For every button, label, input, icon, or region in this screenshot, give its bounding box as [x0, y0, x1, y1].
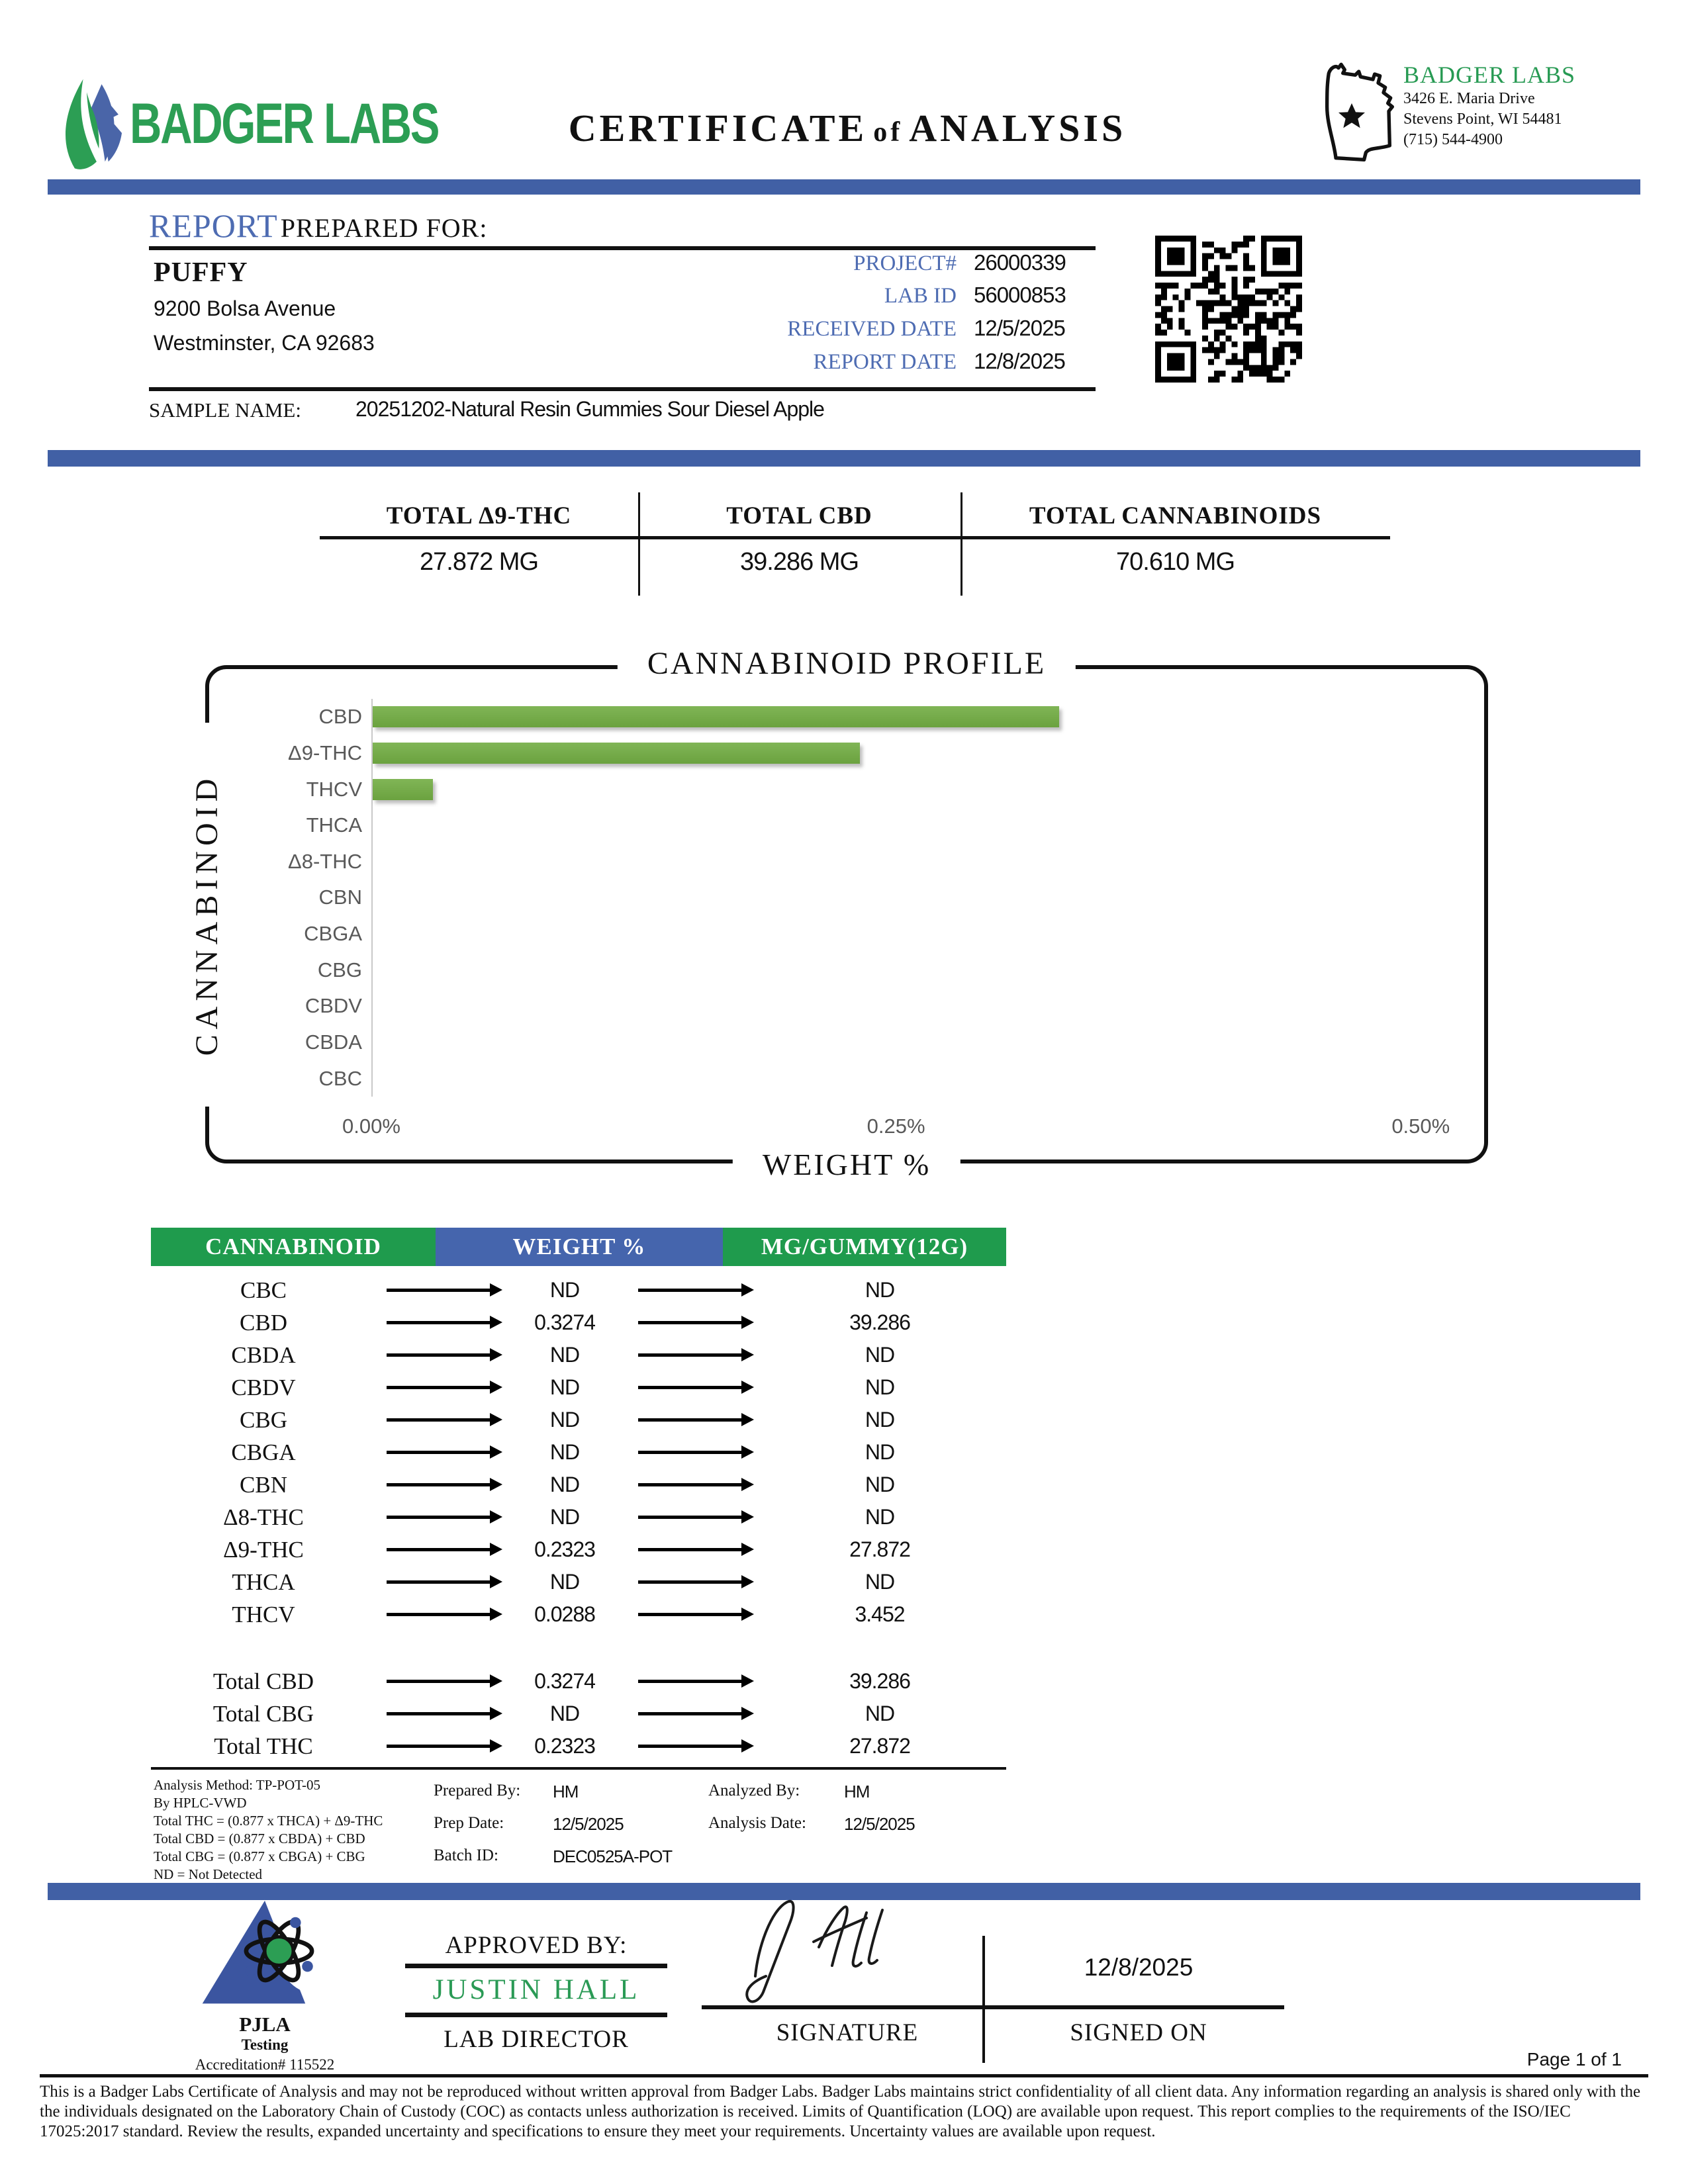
client-name: PUFFY	[154, 257, 248, 288]
chart-category-label: THCV	[306, 777, 362, 801]
project-label: PROJECT#	[853, 251, 957, 275]
chart-category-label: CBDA	[305, 1030, 362, 1054]
meta-field-label: Prepared By:	[434, 1782, 521, 1799]
cannabinoid-name: Δ8-THC	[223, 1504, 304, 1530]
cannabinoid-profile-chart	[189, 646, 1488, 1181]
totals-section	[320, 495, 1390, 594]
title-part-left: CERTIFICATE	[568, 107, 868, 150]
table-header	[151, 1228, 1006, 1266]
approver-name: JUSTIN HALL	[432, 1974, 640, 2005]
weight-percent-value: ND	[549, 1408, 580, 1432]
mg-per-gummy-value: 3.452	[855, 1602, 905, 1626]
arrow-icon	[376, 1712, 502, 1715]
weight-percent-value: ND	[549, 1278, 580, 1302]
sample-name-value: 20251202-Natural Resin Gummies Sour Diesel Apple	[355, 397, 824, 421]
chart-plot	[288, 699, 1454, 1097]
chart-row	[318, 705, 1454, 729]
chart-row	[306, 777, 1454, 801]
accreditation-number: Accreditation# 115522	[195, 2056, 335, 2073]
table-row	[151, 1339, 1006, 1371]
cannabinoid-name: Total CBD	[212, 1668, 314, 1694]
cannabinoid-name: CBDV	[231, 1374, 296, 1400]
meta-field-label: Prep Date:	[434, 1814, 504, 1832]
table-row	[151, 1501, 1006, 1533]
chart-row	[318, 886, 1454, 909]
chart-x-axis-title: WEIGHT %	[733, 1147, 961, 1182]
arrow-icon	[628, 1418, 753, 1422]
weight-percent-value: ND	[549, 1440, 580, 1464]
logo-text: BADGER LABS	[130, 91, 439, 156]
arrow-icon	[628, 1613, 753, 1616]
mg-per-gummy-value: ND	[865, 1375, 895, 1399]
prep-block	[434, 1782, 672, 1879]
cannabinoid-name: CBG	[240, 1406, 287, 1433]
signed-on-label: SIGNED ON	[1070, 2019, 1207, 2046]
table-row	[151, 1371, 1006, 1404]
report-date-field	[662, 349, 1065, 375]
chart-bar	[373, 779, 433, 800]
lab-id-value: 56000853	[974, 283, 1066, 307]
arrow-icon	[376, 1321, 502, 1324]
chart-category-label: Δ9-THC	[288, 741, 362, 764]
chart-category-label: CBGA	[304, 922, 362, 946]
cannabinoid-name: CBC	[240, 1277, 287, 1303]
disclaimer-text: This is a Badger Labs Certificate of Analysis and may not be reproduced without written approval from Badger Labs. Badger Labs maintains strict confidentiality of all client data. Any information regarding an analysis is shared only with the the individuals designated on the Laboratory Chain of Custody (COC) as contacts unless authorization is received. Limits of Quantification (LOQ) are available upon request. This report complies to the requirements of the ISO/IEC 17025:2017 standard. Review the results, expanded uncertainty and specifications to ensure they meet your requirements. Uncertainty values are available upon request.	[40, 2083, 1641, 2140]
client-address-line1: 9200 Bolsa Avenue	[154, 296, 336, 320]
chart-category-label: CBN	[318, 886, 362, 909]
arrow-icon	[628, 1580, 753, 1584]
table-header-cannabinoid: CANNABINOID	[151, 1228, 436, 1266]
approved-by-block	[405, 1931, 667, 2054]
report-heading-accent: REPORT	[149, 207, 278, 244]
table-row	[151, 1404, 1006, 1436]
arrow-icon	[628, 1289, 753, 1292]
table-row	[151, 1698, 1006, 1730]
weight-percent-value: 0.2323	[534, 1734, 595, 1758]
lab-id-label: LAB ID	[884, 284, 957, 308]
cannabinoid-name: THCV	[232, 1601, 295, 1627]
cannabinoid-name: CBN	[240, 1471, 287, 1498]
footnote-line: Total CBD = (0.877 x CBDA) + CBD	[154, 1831, 365, 1846]
chart-row	[288, 849, 1454, 873]
received-date-field	[662, 316, 1065, 341]
cannabinoid-name: CBDA	[231, 1342, 296, 1368]
table-row	[151, 1566, 1006, 1598]
arrow-icon	[376, 1580, 502, 1584]
arrow-icon	[376, 1289, 502, 1292]
chart-xticks	[342, 1115, 1454, 1141]
cannabinoid-name: THCA	[232, 1569, 295, 1595]
chart-x-tick: 0.50%	[1391, 1115, 1450, 1138]
cannabinoid-rows	[151, 1274, 1006, 1762]
title-part-right: ANALYSIS	[909, 107, 1127, 150]
weight-percent-value: ND	[549, 1473, 580, 1496]
totals-divider-1	[638, 492, 640, 596]
arrow-icon	[376, 1548, 502, 1551]
chart-row	[304, 922, 1454, 946]
mg-per-gummy-value: ND	[865, 1343, 895, 1367]
meta-field-value: HM	[844, 1782, 870, 1801]
leaf-drop-icon	[52, 74, 130, 173]
approved-rule-bottom	[405, 2013, 667, 2017]
chart-row	[318, 1066, 1454, 1090]
cannabinoid-name: CBGA	[231, 1439, 296, 1465]
table-footnotes	[154, 1776, 383, 1884]
table-row	[151, 1730, 1006, 1762]
approved-by-label: APPROVED BY:	[445, 1932, 628, 1959]
approver-title: LAB DIRECTOR	[444, 2026, 629, 2053]
table-header-mg: MG/GUMMY(12G)	[723, 1228, 1006, 1266]
total-d9thc-label: TOTAL Δ9-THC	[386, 502, 572, 529]
arrow-icon	[376, 1613, 502, 1616]
lab-id-field	[662, 283, 1066, 308]
weight-percent-value: 0.3274	[534, 1310, 595, 1334]
total-cbd	[638, 495, 961, 594]
signature-rule	[702, 2005, 1284, 2009]
table-row	[151, 1469, 1006, 1501]
total-d9thc-value: 27.872 MG	[420, 548, 538, 576]
analysis-block	[708, 1782, 915, 1846]
chart-title: CANNABINOID PROFILE	[618, 645, 1076, 682]
chart-category-label: THCA	[306, 813, 362, 837]
table-row	[151, 1274, 1006, 1306]
arrow-icon	[376, 1516, 502, 1519]
chart-x-tick: 0.00%	[342, 1115, 400, 1138]
lab-address-line2: Stevens Point, WI 54481	[1403, 111, 1562, 128]
table-row	[151, 1533, 1006, 1566]
footnote-line: Total CBG = (0.877 x CBGA) + CBG	[154, 1848, 365, 1864]
total-cannabinoids	[961, 495, 1390, 594]
chart-row	[306, 813, 1454, 837]
report-date-label: REPORT DATE	[813, 350, 957, 374]
chart-row	[305, 994, 1454, 1018]
report-date-value: 12/8/2025	[974, 349, 1065, 373]
pjla-sub-label: Testing	[241, 2036, 289, 2053]
meta-field-row	[434, 1782, 672, 1802]
approved-rule-top	[405, 1964, 667, 1968]
disclaimer-rule	[40, 2074, 1648, 2077]
arrow-icon	[376, 1451, 502, 1454]
mg-per-gummy-value: 39.286	[849, 1669, 910, 1693]
total-cbd-value: 39.286 MG	[740, 548, 859, 576]
meta-field-row	[434, 1846, 672, 1867]
chart-category-label: CBC	[318, 1066, 362, 1090]
weight-percent-value: 0.0288	[534, 1602, 595, 1626]
signature-label: SIGNATURE	[776, 2019, 919, 2046]
total-cannabinoids-value: 70.610 MG	[1116, 548, 1235, 576]
totals-rule	[320, 536, 1390, 539]
mg-per-gummy-value: ND	[865, 1473, 895, 1496]
lab-phone: (715) 544-4900	[1403, 131, 1503, 148]
meta-field-value: HM	[553, 1782, 579, 1801]
arrow-icon	[376, 1418, 502, 1422]
pjla-accreditation	[165, 1894, 364, 2073]
title-part-of: of	[873, 117, 904, 148]
footnote-line: Total THC = (0.877 x THCA) + Δ9-THC	[154, 1813, 383, 1829]
arrow-icon	[628, 1483, 753, 1486]
lab-address-block	[1309, 61, 1575, 172]
mg-per-gummy-value: 27.872	[849, 1537, 910, 1561]
chart-row	[317, 958, 1454, 981]
arrow-icon	[628, 1680, 753, 1683]
arrow-icon	[628, 1321, 753, 1324]
mg-per-gummy-value: 27.872	[849, 1734, 910, 1758]
arrow-icon	[628, 1451, 753, 1454]
arrow-icon	[376, 1353, 502, 1357]
cannabinoid-name: Total CBG	[212, 1700, 314, 1727]
arrow-icon	[628, 1548, 753, 1551]
arrow-icon	[376, 1483, 502, 1486]
meta-field-label: Batch ID:	[434, 1846, 498, 1864]
meta-field-value: DEC0525A-POT	[553, 1846, 673, 1866]
weight-percent-value: ND	[549, 1343, 580, 1367]
arrow-icon	[376, 1745, 502, 1748]
project-value: 26000339	[974, 250, 1066, 275]
signed-on-date: 12/8/2025	[1084, 1954, 1194, 1981]
arrow-icon	[628, 1386, 753, 1389]
received-date-value: 12/5/2025	[974, 316, 1065, 340]
cannabinoid-name: Total THC	[214, 1733, 313, 1759]
report-heading	[149, 206, 487, 245]
lab-address-line1: 3426 E. Maria Drive	[1403, 90, 1535, 107]
arrow-icon	[628, 1353, 753, 1357]
total-cbd-label: TOTAL CBD	[726, 502, 872, 529]
footnote-line: ND = Not Detected	[154, 1866, 263, 1882]
project-field	[662, 250, 1066, 276]
chart-bar	[373, 706, 1059, 727]
footnote-line: By HPLC-VWD	[154, 1795, 247, 1811]
sample-name-label: SAMPLE NAME:	[149, 398, 301, 422]
meta-field-value: 12/5/2025	[553, 1814, 624, 1834]
page-title	[477, 106, 1218, 150]
meta-field-row	[434, 1814, 672, 1835]
arrow-icon	[628, 1712, 753, 1715]
chart-category-label: CBDV	[305, 994, 362, 1018]
total-d9thc	[320, 495, 638, 594]
weight-percent-value: ND	[549, 1702, 580, 1725]
mg-per-gummy-value: ND	[865, 1440, 895, 1464]
table-row	[151, 1436, 1006, 1469]
cannabinoid-name: Δ9-THC	[223, 1536, 304, 1563]
table-spacer	[151, 1631, 1006, 1665]
mg-per-gummy-value: ND	[865, 1505, 895, 1529]
pjla-logo	[182, 1894, 348, 2008]
chart-category-label: CBD	[318, 705, 362, 729]
report-heading-rest: PREPARED FOR:	[280, 213, 488, 243]
chart-row	[305, 1030, 1454, 1054]
total-cannabinoids-label: TOTAL CANNABINOIDS	[1029, 502, 1322, 529]
table-row	[151, 1665, 1006, 1698]
table-footer-rule	[151, 1767, 1006, 1770]
divider-bar-top	[48, 179, 1640, 195]
chart-category-label: CBG	[317, 958, 362, 981]
chart-bar	[373, 743, 860, 764]
sample-rule	[149, 387, 1096, 391]
lab-name: BADGER LABS	[1403, 62, 1576, 88]
table-row	[151, 1598, 1006, 1631]
meta-field-row	[708, 1814, 915, 1835]
meta-field-label: Analyzed By:	[708, 1782, 800, 1799]
weight-percent-value: 0.2323	[534, 1537, 595, 1561]
table-header-weight: WEIGHT %	[436, 1228, 723, 1266]
meta-field-value: 12/5/2025	[844, 1814, 915, 1834]
received-date-label: RECEIVED DATE	[787, 317, 957, 341]
qr-code	[1155, 236, 1302, 383]
chart-y-axis-title: CANNABINOID	[183, 723, 232, 1107]
arrow-icon	[376, 1680, 502, 1683]
chart-category-label: Δ8-THC	[288, 849, 362, 873]
mg-per-gummy-value: 39.286	[849, 1310, 910, 1334]
weight-percent-value: ND	[549, 1375, 580, 1399]
weight-percent-value: ND	[549, 1505, 580, 1529]
cannabinoid-name: CBD	[240, 1309, 287, 1336]
footnote-line: Analysis Method: TP-POT-05	[154, 1777, 321, 1793]
arrow-icon	[628, 1516, 753, 1519]
divider-bar-mid	[48, 450, 1640, 467]
wisconsin-state-icon	[1309, 61, 1394, 172]
signature-divider	[982, 1936, 985, 2063]
arrow-icon	[628, 1745, 753, 1748]
mg-per-gummy-value: ND	[865, 1702, 895, 1725]
page-number: Page 1 of 1	[1526, 2049, 1622, 2070]
table-row	[151, 1306, 1006, 1339]
weight-percent-value: 0.3274	[534, 1669, 595, 1693]
chart-x-tick: 0.25%	[867, 1115, 925, 1138]
mg-per-gummy-value: ND	[865, 1408, 895, 1432]
chart-row	[288, 741, 1454, 764]
weight-percent-value: ND	[549, 1570, 580, 1594]
arrow-icon	[376, 1386, 502, 1389]
totals-divider-2	[961, 492, 962, 596]
signature-image	[718, 1894, 943, 2007]
mg-per-gummy-value: ND	[865, 1570, 895, 1594]
client-address-line2: Westminster, CA 92683	[154, 331, 375, 355]
badger-labs-logo	[52, 74, 526, 173]
mg-per-gummy-value: ND	[865, 1278, 895, 1302]
meta-field-row	[708, 1782, 915, 1802]
meta-field-label: Analysis Date:	[708, 1814, 806, 1832]
pjla-org-name: PJLA	[239, 2013, 291, 2036]
